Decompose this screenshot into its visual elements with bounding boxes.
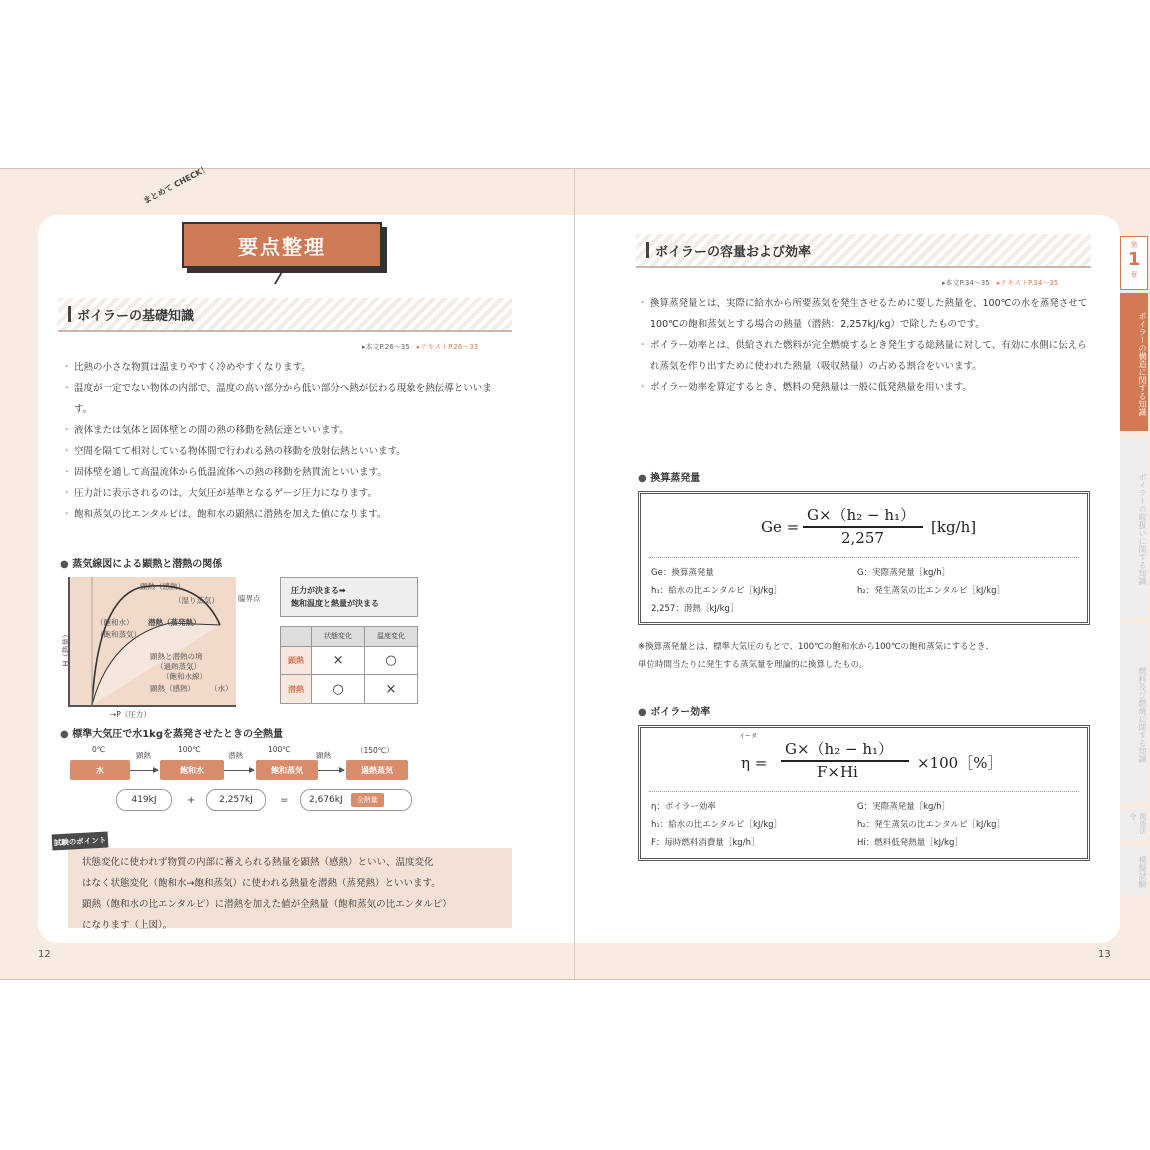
list-item: ・ 圧力計に表示されるのは、大気圧が基準となるゲージ圧力になります。 (62, 483, 510, 504)
section-title: ボイラーの基礎知識 (77, 308, 195, 324)
diagram-label: （水） (210, 684, 233, 693)
page-reference: ▸本文P.34〜35 ▸テキストP.34〜35 (942, 279, 1059, 287)
formula-separator (649, 557, 1079, 558)
list-item: ・ ボイラー効率とは、供給された燃料が完全燃焼するとき発生する総熱量に対して、有効に水側に伝えられ蒸気を作り出すために使われた熱量（吸収熱量）の占める割合をいいます。 (638, 335, 1090, 377)
list-item: ・ 換算蒸発量とは、実際に給水から所要蒸気を発生させるために要した熱量を、100℃の水を蒸発させて100℃の飽和蒸気とする場合の熱量（潜熱：2,257kJ/kg）で除したものです。 (638, 293, 1090, 335)
formula-def: h₂：発生蒸気の比エンタルピ［kJ/kg］ (857, 820, 1006, 830)
exam-point-line: になります（上図）。 (82, 920, 173, 931)
ref-text: テキストP.34〜35 (1000, 279, 1059, 287)
formula2-title: ● ボイラー効率 (638, 703, 710, 718)
formula-separator (649, 791, 1079, 792)
basics-bullet-list (62, 357, 510, 525)
flow-transition: 潜熱 (228, 751, 243, 760)
formula-def: 2,257：潜熱［kJ/kg］ (651, 604, 739, 614)
ref-text: テキストP.26〜33 (420, 343, 479, 351)
diagram-label-critical-point: 臨界点 (238, 594, 261, 603)
summary-title: 要点整理 (182, 222, 382, 268)
table-cell: × (312, 646, 365, 675)
flow-temp: 0℃ (92, 745, 106, 754)
total-heat-tag: 全熱量 (351, 793, 384, 807)
value-latent-heat: 2,257kJ (206, 789, 266, 811)
state-saturated-water: 飽和水 (160, 760, 224, 780)
x-axis-label: →P（圧力） (110, 710, 151, 719)
table-row (281, 646, 418, 675)
chapter-label: 第 (1130, 241, 1138, 249)
tab-chapter-2[interactable]: ボイラーの取扱いに関する知識 (1120, 437, 1148, 617)
diagram-label: （飽和水） (96, 618, 134, 627)
page-number-right: 13 (1098, 949, 1111, 960)
state-water: 水 (70, 760, 130, 780)
formula-def: h₁：給水の比エンタルピ［kJ/kg］ (651, 586, 783, 596)
table-cell: ○ (312, 675, 365, 704)
heat-comparison-table (280, 626, 418, 704)
exam-point-line: はなく状態変化（飽和水→飽和蒸気）に使われる熱量を潜熱（蒸発熱）といいます。 (82, 878, 441, 889)
tab-chapter-1[interactable]: ボイラーの構造に関する知識 (1120, 293, 1148, 431)
list-item: ・ 飽和蒸気の比エンタルピは、飽和水の顕熱に潜熱を加えた値になります。 (62, 504, 510, 525)
formula-lhs: Ge = (761, 518, 800, 536)
value-total-heat (300, 789, 412, 811)
table-row (281, 675, 418, 704)
flow-temp: 100℃ (178, 745, 201, 754)
chapter-marker (1120, 236, 1148, 290)
section-header-boiler-basics (58, 298, 512, 332)
arrow-right-icon (224, 770, 254, 771)
list-item: ・ 比熱の小さな物質は温まりやすく冷めやすくなります。 (62, 357, 510, 378)
list-item: ・ 液体または気体と固体壁との間の熱の移動を熱伝達といいます。 (62, 420, 510, 441)
note-line: ※換算蒸発量とは、標準大気圧のもとで、100℃の飽和水から100℃の飽和蒸気にするとき、 (638, 642, 994, 652)
exam-point-line: 顕熱（飽和水の比エンタルピ）に潜熱を加えた値が全熱量（飽和蒸気の比エンタルピ） (82, 899, 452, 910)
flow-title: ● 標準大気圧で水1kgを蒸発させたときの全熱量 (60, 725, 283, 740)
formula-numerator: G×（h₂ − h₁） (807, 506, 916, 524)
table-header (281, 627, 312, 647)
section-bar-icon (68, 306, 71, 322)
formula-def: Hi：燃料低発熱量［kJ/kg］ (857, 838, 963, 848)
formula-def: η：ボイラー効率 (651, 802, 716, 812)
formula-denominator: F×Hi (817, 763, 858, 781)
formula-def: h₁：給水の比エンタルピ［kJ/kg］ (651, 820, 783, 830)
state-superheated-steam: 過熱蒸気 (346, 760, 408, 780)
list-item: ・ 空間を隔てて相対している物体間で行われる熱の移動を放射伝熱といいます。 (62, 441, 510, 462)
y-axis-label: H（熱量） (61, 630, 71, 667)
value-sensible-heat: 419kJ (116, 789, 172, 811)
total-heat-value: 2,676kJ (309, 795, 343, 805)
diagram-label: 顕熱と潜熱の境 (150, 652, 203, 661)
exam-point-box (68, 848, 512, 931)
page-reference: ▸本文P.26〜35 ▸テキストP.26〜33 (362, 343, 479, 351)
section-title: ボイラーの容量および効率 (655, 244, 812, 260)
formula-def: F：毎時燃料消費量［kg/h］ (651, 838, 760, 848)
check-label: まとめて CHECK！ (141, 163, 211, 206)
table-header: 温度変化 (365, 627, 418, 647)
page-number-left: 12 (38, 949, 51, 960)
formula-lhs: η = (741, 754, 768, 772)
table-cell: 潜熱 (281, 675, 312, 704)
diagram-label: （過熱蒸気） (156, 662, 201, 671)
formula-unit: ×100［%］ (917, 754, 1003, 772)
diagram-title: ● 蒸気線図による顕熱と潜熱の関係 (60, 555, 222, 570)
diagram-label: 顕熱（感熱） (150, 684, 195, 693)
formula-denominator: 2,257 (841, 529, 884, 547)
plus-sign: + (187, 795, 196, 806)
state-saturated-steam: 飽和蒸気 (256, 760, 318, 780)
table-header: 状態変化 (312, 627, 365, 647)
fraction-line (781, 760, 909, 762)
pressure-note-line: 圧力が決まる➡ (291, 586, 346, 595)
pressure-note-box (280, 577, 418, 617)
chapter-number: 1 (1127, 249, 1141, 270)
formula-def: h₂：発生蒸気の比エンタルピ［kJ/kg］ (857, 586, 1006, 596)
tab-chapter-3[interactable]: 燃料及び燃焼に関する知識 (1120, 623, 1148, 803)
equals-sign: = (280, 795, 289, 806)
flow-transition: 顕熱 (316, 751, 331, 760)
formula-unit: [kg/h] (931, 518, 977, 536)
section-header-boiler-capacity (636, 234, 1091, 268)
formula-def: Ge：換算蒸発量 (651, 568, 714, 578)
capacity-bullet-list (638, 293, 1090, 398)
arrow-right-icon (318, 770, 344, 771)
section-bar-icon (646, 242, 649, 258)
steam-diagram (61, 577, 261, 719)
formula-def: G：実際蒸発量［kg/h］ (857, 568, 951, 578)
list-item: ・ 温度が一定でない物体の内部で、温度の高い部分から低い部分へ熱が伝わる現象を熱伝導といいます。 (62, 378, 510, 420)
flow-temp: （150℃） (356, 746, 394, 755)
evaporation-note (638, 638, 1090, 674)
ref-main: 本文P.34〜35 (945, 279, 990, 287)
flow-transition: 顕熱 (136, 751, 151, 760)
diagram-label: （飽和蒸気） (96, 630, 141, 639)
table-cell: 顕熱 (281, 646, 312, 675)
exam-point-line: 状態変化に使われず物質の内部に蓄えられる熱量を顕熱（感熱）といい、温度変化 (82, 857, 434, 868)
diagram-label: （飽和水線） (162, 672, 207, 681)
note-line: 単位時間当たりに発生する蒸気量を理論的に換算したもの。 (638, 660, 868, 670)
arrow-right-icon (130, 770, 158, 771)
diagram-label: （湿り蒸気） (174, 596, 219, 605)
list-item: ・ 固体壁を通して高温流体から低温流体への熱の移動を熱貫流といいます。 (62, 462, 510, 483)
table-row (281, 627, 418, 647)
formula-numerator: G×（h₂ − h₁） (785, 740, 894, 758)
boiler-efficiency-formula (638, 725, 1090, 861)
table-cell: ○ (365, 646, 418, 675)
ref-main: 本文P.26〜35 (365, 343, 410, 351)
formula-ruby: イータ (739, 733, 758, 740)
pressure-note-line: 飽和温度と熱量が決まる (291, 599, 379, 608)
table-cell: × (365, 675, 418, 704)
exam-point-tag: 試験のポイント (52, 832, 109, 851)
fraction-line (803, 526, 923, 528)
list-item: ・ ボイラー効率を算定するとき、燃料の発熱量は一般に低発熱量を用います。 (638, 377, 1090, 398)
tab-chapter-4[interactable]: 関係法令 (1120, 809, 1148, 839)
diagram-label: 潜熱（蒸発熱） (148, 618, 201, 627)
tab-mock-exam[interactable]: 模擬試験 (1120, 845, 1148, 895)
diagram-label: 顕熱（感熱） (140, 582, 185, 591)
chapter-suffix: 章 (1130, 271, 1138, 279)
formula1-title: ● 換算蒸発量 (638, 469, 700, 484)
formula-def: G：実際蒸発量［kg/h］ (857, 802, 951, 812)
flow-temp: 100℃ (268, 745, 291, 754)
equivalent-evaporation-formula (638, 491, 1090, 625)
